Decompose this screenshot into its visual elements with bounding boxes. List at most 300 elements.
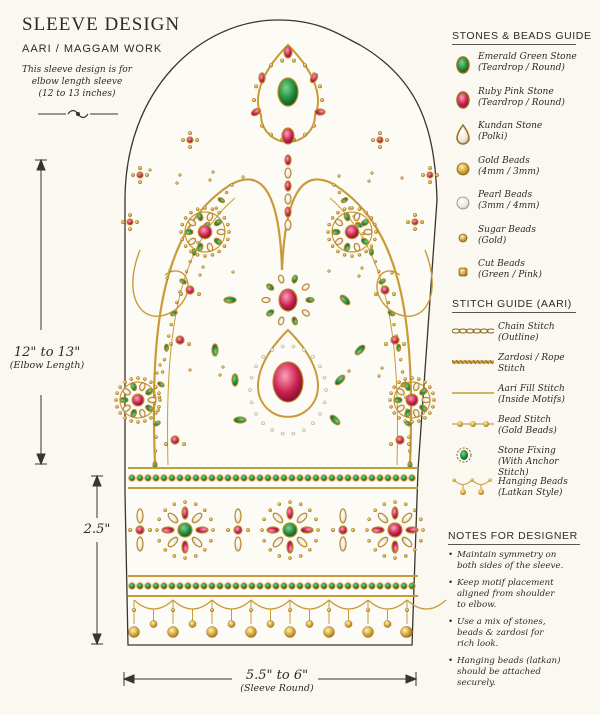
emerald-stone — [361, 475, 367, 481]
gold-bead — [428, 385, 431, 388]
gold-bead — [343, 253, 346, 256]
emerald-stone — [209, 475, 215, 481]
emerald-stone — [321, 475, 327, 481]
border-dimension-label: 2.5" — [83, 522, 111, 537]
emerald-stone — [193, 475, 199, 481]
bullet-icon: • — [448, 550, 454, 560]
designer-note — [448, 656, 588, 689]
gold-bead — [169, 269, 172, 272]
emerald-stone — [278, 78, 298, 106]
gold-bead — [158, 396, 161, 399]
gold-bead — [179, 174, 182, 177]
emerald-stone — [225, 583, 231, 589]
kundan-stone — [285, 168, 291, 178]
gold-bead — [402, 342, 406, 346]
stitch-guide-name: Bead Stitch — [498, 415, 552, 425]
gold-bead — [132, 608, 136, 612]
gold-bead — [419, 539, 422, 542]
emerald-stone — [153, 475, 159, 481]
emerald-stone — [193, 583, 199, 589]
pearl-bead — [318, 412, 321, 415]
gold-bead — [218, 250, 221, 253]
ruby-stone — [267, 527, 279, 533]
sleeve-outline — [125, 20, 437, 645]
gold-bead — [170, 323, 173, 326]
ruby-stone — [171, 436, 179, 444]
gold-bead — [150, 620, 157, 627]
emerald-stone — [177, 583, 183, 589]
gold-bead — [407, 442, 411, 446]
gold-bead — [260, 528, 263, 531]
kundan-stone — [137, 509, 143, 523]
gold-bead — [343, 208, 346, 211]
stitch-guide-item — [452, 415, 592, 445]
emerald-stone — [297, 583, 303, 589]
emerald-stone — [249, 475, 255, 481]
gold-bead — [173, 554, 176, 557]
gold-bead — [336, 211, 339, 214]
pearl-bead — [323, 401, 326, 404]
emerald-stone — [329, 583, 335, 589]
gold-bead — [288, 556, 291, 559]
gold-bead — [215, 207, 218, 210]
kundan-stone — [340, 537, 346, 551]
gold-bead — [306, 620, 313, 627]
stone-guide-item — [452, 87, 592, 121]
gold-bead — [278, 554, 281, 557]
gold-bead — [431, 405, 434, 408]
hanging-beads-icon — [452, 477, 494, 495]
gold-bead — [138, 180, 142, 184]
width-dimension — [222, 668, 332, 694]
emerald-stone — [337, 475, 343, 481]
gold-bead — [167, 335, 170, 338]
emerald-stone — [273, 583, 279, 589]
emerald-stone — [305, 475, 311, 481]
gold-bead — [338, 191, 341, 194]
chain-stitch-icon — [452, 322, 494, 340]
emerald-stone — [361, 583, 367, 589]
width-sublabel: (Sleeve Round) — [240, 683, 314, 694]
kundan-stone — [137, 537, 143, 551]
pearl-bead — [254, 412, 257, 415]
stone-guide-detail: (Teardrop / Round) — [478, 97, 565, 108]
gold-bead — [158, 398, 161, 401]
emerald-stone — [289, 475, 295, 481]
gold-bead — [169, 342, 173, 346]
gold-bead — [406, 220, 410, 224]
emerald-stone — [332, 229, 340, 234]
gold-bead — [374, 260, 377, 263]
designer-note-line: to elbow. — [457, 600, 497, 610]
stitch-guide-name: Zardosi / Rope — [498, 353, 565, 363]
stitch-guide-name: Aari Fill Stitch — [498, 384, 565, 394]
gold-bead — [381, 367, 384, 370]
emerald-stone — [224, 297, 236, 303]
gold-bead — [331, 216, 334, 219]
pearl-bead — [250, 401, 253, 404]
emerald-stone — [385, 475, 391, 481]
gold-bead — [187, 342, 191, 346]
gold-bead — [246, 627, 257, 638]
pearl-bead — [262, 422, 265, 425]
designer-note — [448, 578, 588, 611]
gold-bead — [383, 503, 386, 506]
gold-bead — [143, 377, 146, 380]
gold-bead — [179, 230, 182, 233]
emerald-stone — [257, 475, 263, 481]
pearl-bead — [311, 422, 314, 425]
ruby-stone — [287, 541, 293, 553]
gold-bead — [428, 180, 432, 184]
pearl-bead — [323, 376, 326, 379]
gold-bead — [130, 419, 133, 422]
emerald-stone — [232, 374, 238, 386]
gold-bead — [308, 509, 311, 512]
gold-bead — [421, 528, 424, 531]
gold-bead — [410, 420, 413, 423]
designer-note-line: rich look. — [457, 639, 499, 649]
gold-bead — [292, 59, 296, 63]
gold-bead — [393, 411, 396, 414]
ruby-stone — [127, 219, 133, 225]
gold-bead — [157, 409, 160, 412]
gold-bead — [154, 411, 157, 414]
emerald-stone — [283, 523, 297, 537]
ruby-stone — [198, 225, 211, 238]
gold-bead — [149, 169, 152, 172]
aari-fill-stitch-icon — [452, 384, 494, 402]
gold-bead — [226, 528, 230, 532]
bead-stitch-icon — [452, 415, 494, 433]
gold-bead — [423, 416, 426, 419]
emerald-stone — [401, 475, 407, 481]
gold-bead — [423, 381, 426, 384]
gold-bead — [377, 270, 380, 273]
stitch-guide-item — [452, 446, 592, 476]
emerald-stone — [401, 583, 407, 589]
designer-note-line: both sides of the sleeve. — [457, 561, 564, 571]
gold-bead — [223, 216, 226, 219]
sleeve-note-line: (12 to 13 inches) — [38, 89, 116, 99]
gold-bead — [188, 131, 192, 135]
gold-bead — [314, 518, 317, 521]
gold-bead — [209, 539, 212, 542]
ruby-stone — [427, 172, 433, 178]
emerald-stone — [201, 583, 207, 589]
gold-bead — [128, 213, 132, 217]
stone-guide-item — [452, 190, 592, 224]
ruby-stone — [392, 507, 398, 519]
designer-note-line: beads & zardosi for — [457, 628, 544, 638]
gold-bead — [328, 270, 331, 273]
gold-bead — [173, 503, 176, 506]
gold-bead — [156, 372, 159, 375]
gold-bead — [373, 238, 376, 241]
gold-bead — [401, 370, 404, 373]
ruby-stone — [372, 527, 384, 533]
ruby-stone — [162, 527, 174, 533]
emerald-stone — [161, 583, 167, 589]
gold-bead — [218, 211, 221, 214]
pearl-bead — [248, 388, 251, 391]
emerald-stone — [289, 583, 295, 589]
pearl-bead — [250, 376, 253, 379]
gold-bead — [413, 227, 417, 231]
emerald-stone — [313, 475, 319, 481]
gold-bead — [348, 370, 351, 373]
gold-bead — [358, 208, 361, 211]
pearl-bead — [318, 365, 321, 368]
designer-note-line: should be attached — [457, 667, 541, 677]
kundan-stone-icon — [452, 123, 474, 145]
ruby-stone — [301, 527, 313, 533]
gold-bead — [211, 253, 214, 256]
ruby-stone — [396, 436, 404, 444]
gold-bead — [157, 405, 160, 408]
designer-note — [448, 550, 588, 572]
gold-bead — [228, 620, 235, 627]
gold-bead — [365, 250, 368, 253]
ruby-stone — [282, 128, 294, 144]
ruby-stone — [391, 336, 399, 344]
gold-bead — [374, 230, 377, 233]
gold-bead — [263, 518, 266, 521]
emerald-stone — [306, 298, 314, 303]
gold-bead — [155, 436, 158, 439]
cut-bead-icon — [452, 261, 474, 283]
gold-bead — [115, 405, 118, 408]
ruby-stone — [259, 73, 265, 83]
stone-guide-detail: (Green / Pink) — [478, 270, 542, 280]
gold-bead — [155, 528, 158, 531]
gold-bead — [371, 138, 375, 142]
page-title: SLEEVE DESIGN — [22, 14, 181, 35]
gold-bead — [336, 250, 339, 253]
pearl-bead — [262, 355, 265, 358]
emerald-stone — [394, 397, 402, 402]
ruby-stone — [176, 336, 184, 344]
gold-bead — [143, 419, 146, 422]
pearl-bead — [302, 348, 305, 351]
gold-bead — [246, 528, 250, 532]
stone-guide-name: Sugar Beads — [478, 224, 536, 235]
gold-bead — [404, 554, 407, 557]
ruby-stone — [392, 541, 398, 553]
gold-bead — [183, 500, 186, 503]
ruby-stone — [182, 507, 188, 519]
length-dimension — [4, 345, 90, 371]
gold-bead — [154, 385, 157, 388]
pearl-bead — [324, 388, 327, 391]
ruby-stone-icon — [452, 89, 474, 111]
gold-bead — [385, 138, 389, 142]
gold-bead — [393, 556, 396, 559]
gold-bead — [163, 358, 166, 361]
gold-bead — [378, 375, 381, 378]
gold-bead — [413, 213, 417, 217]
gold-bead — [164, 442, 168, 446]
sleeve-note-line: elbow length sleeve — [31, 77, 123, 87]
gold-bead — [196, 253, 199, 256]
gold-bead — [203, 206, 206, 209]
ruby-stone — [136, 526, 144, 534]
gold-bead — [318, 85, 322, 89]
stitch-guide-item — [452, 384, 592, 414]
emerald-stone — [265, 475, 271, 481]
stitch-guide-detail: (Inside Motifs) — [498, 395, 565, 405]
emerald-stone — [377, 475, 383, 481]
ruby-stone — [381, 286, 389, 294]
gold-bead — [368, 518, 371, 521]
emerald-stone — [257, 583, 263, 589]
kundan-stone — [148, 397, 156, 402]
ruby-stone — [196, 527, 208, 533]
gold-bead — [288, 608, 292, 612]
designer-note-line: aligned from shoulder — [457, 589, 555, 599]
emerald-stone — [353, 475, 359, 481]
gold-bead — [361, 267, 364, 270]
emerald-stone — [281, 475, 287, 481]
kundan-stone — [262, 298, 270, 303]
emerald-stone — [234, 417, 246, 423]
gold-bead — [210, 608, 214, 612]
emerald-stone — [377, 583, 383, 589]
designer-note-line: securely. — [457, 678, 496, 688]
gold-bead — [136, 420, 139, 423]
emerald-stone — [249, 583, 255, 589]
gold-bead — [138, 166, 142, 170]
gold-bead — [299, 554, 302, 557]
notes-title: NOTES FOR DESIGNER — [448, 530, 578, 542]
stitch-guide-detail: (Outline) — [498, 333, 539, 343]
stitch-guide-item — [452, 322, 592, 352]
emerald-stone-icon — [452, 54, 474, 76]
emerald-stone — [137, 583, 143, 589]
gold-bead — [149, 381, 152, 384]
emerald-stone — [369, 475, 375, 481]
gold-bead — [269, 509, 272, 512]
gold-bead — [363, 627, 374, 638]
stitch-guide-detail: (Gold Beads) — [498, 426, 557, 436]
gold-bead — [388, 398, 391, 401]
gold-bead — [358, 275, 361, 278]
gold-bead — [405, 608, 409, 612]
designer-note-line: • Hanging beads (latkan) — [448, 656, 561, 666]
ruby-stone — [406, 394, 418, 406]
gold-bead — [314, 539, 317, 542]
gold-bead — [197, 292, 201, 296]
gold-bead — [392, 323, 395, 326]
gold-bead — [158, 518, 161, 521]
gold-bead — [189, 260, 192, 263]
emerald-stone — [209, 583, 215, 589]
stone-guide-item — [452, 121, 592, 155]
emerald-stone — [337, 583, 343, 589]
gold-bead — [432, 398, 435, 401]
length-label: 12" to 13" — [13, 345, 81, 360]
gold-bead — [225, 191, 228, 194]
emerald-stone — [233, 583, 239, 589]
gold-bead — [327, 608, 331, 612]
gold-bead — [404, 377, 407, 380]
gold-bead — [179, 292, 183, 296]
gold-bead — [189, 620, 196, 627]
emerald-stone — [185, 229, 193, 234]
gold-bead — [121, 220, 125, 224]
emerald-stone — [369, 248, 373, 255]
gold-bead — [129, 627, 140, 638]
gold-bead — [401, 627, 412, 638]
gold-bead — [417, 419, 420, 422]
designer-note-line: • Keep motif placement — [448, 578, 554, 588]
gold-bead — [365, 528, 368, 531]
gold-bead — [149, 416, 152, 419]
stone-guide-detail: (3mm / 4mm) — [478, 201, 540, 211]
zardosi-stitch-icon — [452, 353, 494, 371]
gold-bead — [374, 509, 377, 512]
gold-bead — [333, 184, 336, 187]
stone-fixing-icon — [452, 446, 494, 464]
gold-bead — [130, 377, 133, 380]
emerald-stone — [201, 475, 207, 481]
stones-guide-title: STONES & BEADS GUIDE — [452, 30, 592, 42]
emerald-stone — [409, 475, 415, 481]
gold-bead — [231, 184, 234, 187]
emerald-stone — [153, 583, 159, 589]
emerald-stone — [393, 583, 399, 589]
gold-bead — [157, 392, 160, 395]
gold-bead — [399, 358, 402, 361]
gold-bead — [203, 548, 206, 551]
ruby-stone — [285, 207, 291, 217]
gold-bead — [299, 503, 302, 506]
stone-guide-name: Pearl Beads — [478, 190, 533, 200]
gold-bead — [326, 230, 329, 233]
gold-bead — [226, 238, 229, 241]
stone-guide-detail: (Teardrop / Round) — [478, 63, 565, 73]
kundan-stone — [285, 220, 291, 230]
pearl-bead — [302, 428, 305, 431]
gold-bead — [338, 175, 341, 178]
ruby-stone — [315, 109, 325, 115]
emerald-stone — [397, 344, 401, 351]
gold-bead — [159, 364, 162, 367]
gold-bead-icon — [452, 158, 474, 180]
gold-bead — [207, 627, 218, 638]
gold-bead — [175, 301, 178, 304]
gold-bead — [135, 220, 139, 224]
emerald-stone — [161, 475, 167, 481]
gold-bead — [164, 548, 167, 551]
emerald-stone — [185, 583, 191, 589]
gold-bead — [181, 138, 185, 142]
emerald-stone — [321, 583, 327, 589]
gold-bead — [123, 381, 126, 384]
gold-bead — [136, 376, 139, 379]
gold-bead — [308, 548, 311, 551]
gold-bead — [249, 608, 253, 612]
gold-bead — [303, 64, 307, 68]
emerald-stone — [129, 475, 135, 481]
gold-bead — [252, 98, 256, 102]
stone-guide-item — [452, 225, 592, 259]
gold-bead — [128, 528, 132, 532]
gold-bead — [222, 366, 225, 369]
ruby-stone — [339, 526, 347, 534]
stone-guide-name: Emerald Green Stone — [478, 52, 577, 62]
stone-guide-name: Ruby Pink Stone — [478, 86, 554, 97]
